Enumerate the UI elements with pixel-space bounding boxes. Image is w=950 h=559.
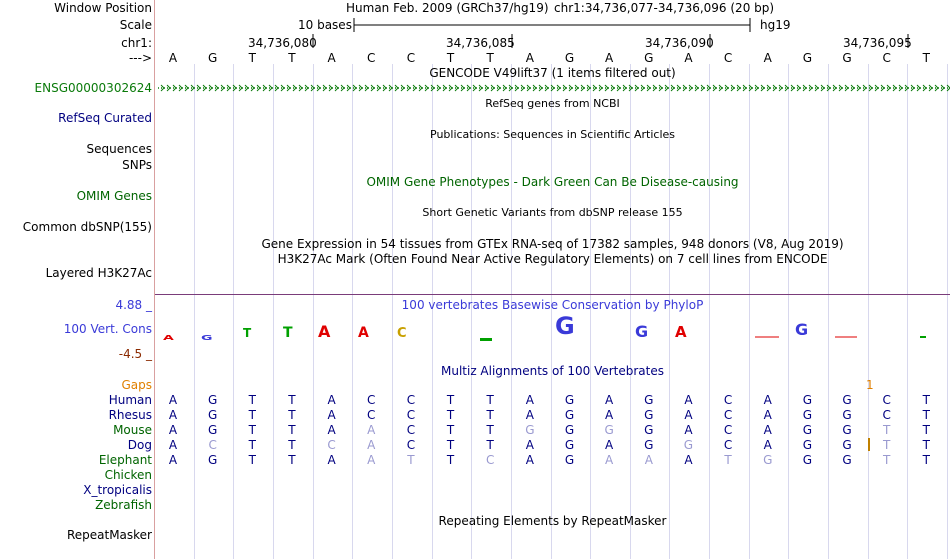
aligned-base: G [842, 453, 852, 467]
aligned-base: T [446, 423, 455, 437]
species-label[interactable]: Human [108, 393, 152, 407]
aligned-base: T [922, 438, 931, 452]
reference-base: G [644, 51, 654, 65]
species-label[interactable]: Zebrafish [95, 498, 152, 512]
aligned-base: A [327, 453, 336, 467]
ruler-tick-label: 34,736,085 [446, 36, 515, 50]
aligned-base: G [802, 453, 813, 467]
aligned-base: C [723, 393, 733, 407]
aligned-base: G [207, 453, 218, 467]
phylop-logo [155, 312, 950, 352]
track-divider [155, 294, 950, 295]
reference-base: C [882, 51, 891, 65]
reference-base: G [842, 51, 852, 65]
aligned-base: G [802, 393, 813, 407]
aligned-base: C [485, 453, 495, 467]
gap-count-marker: 1 [866, 378, 874, 392]
aligned-base: G [564, 438, 575, 452]
aligned-base: T [288, 393, 296, 407]
phylop-track-title[interactable]: 100 vertebrates Basewise Conservation by PhyloP [401, 298, 704, 312]
phylop-neg-mark [480, 338, 492, 341]
species-label[interactable]: Elephant [98, 453, 152, 467]
ruler-tick-label: 34,736,095 [843, 36, 912, 50]
aligned-base: A [367, 438, 376, 452]
h3k27ac-label[interactable]: Layered H3K27Ac [45, 266, 152, 280]
aligned-base: G [564, 423, 575, 437]
aligned-base: G [842, 408, 852, 422]
aligned-base: T [883, 453, 891, 467]
aligned-base: G [683, 438, 694, 452]
aligned-base: T [288, 408, 296, 422]
aligned-base: A [684, 453, 693, 467]
aligned-base: T [248, 408, 256, 422]
reference-base: G [564, 51, 575, 65]
aligned-base: T [248, 393, 256, 407]
ruler-ticks [155, 34, 950, 52]
aligned-base: A [168, 408, 178, 422]
gtex-track-title[interactable]: Gene Expression in 54 tissues from GTEx RNA-seq of 17382 samples, 948 donors (V8, Aug 2019) [261, 237, 844, 251]
repeatmasker-label[interactable]: RepeatMasker [66, 528, 152, 542]
aligned-base: G [644, 408, 654, 422]
aligned-base: A [367, 453, 376, 467]
reference-base: T [288, 51, 296, 65]
refseq-track-title[interactable]: RefSeq genes from NCBI [485, 97, 620, 110]
aligned-base: C [327, 438, 336, 452]
aligned-base: T [486, 393, 494, 407]
reference-base: T [922, 51, 931, 65]
cons-min-label: -4.5 _ [118, 347, 152, 361]
aligned-base: G [525, 423, 535, 437]
aligned-base: T [446, 393, 455, 407]
aligned-base: G [802, 438, 813, 452]
aligned-base: A [684, 423, 693, 437]
scale-text: 10 bases [298, 18, 352, 32]
aligned-base: C [406, 438, 416, 452]
aligned-base: T [288, 438, 296, 452]
aligned-base: C [208, 438, 217, 452]
aligned-base: A [763, 393, 772, 407]
aligned-base: A [367, 423, 376, 437]
aligned-base: T [407, 453, 415, 467]
phylop-base-mark: G [555, 312, 575, 340]
aligned-base: G [842, 393, 852, 407]
aligned-base: C [882, 408, 891, 422]
reference-base: C [723, 51, 733, 65]
dbsnp-label[interactable]: Common dbSNP(155) [22, 220, 152, 234]
aligned-base: T [446, 453, 455, 467]
ruler-tick-label: 34,736,090 [645, 36, 714, 50]
aligned-base: T [446, 438, 455, 452]
reference-base: A [684, 51, 693, 65]
aligned-base: T [922, 423, 931, 437]
dbsnp-track-title[interactable]: Short Genetic Variants from dbSNP release 155 [422, 206, 683, 219]
omim-label[interactable]: OMIM Genes [76, 189, 152, 203]
aligned-base: G [802, 408, 813, 422]
aligned-base: G [763, 453, 773, 467]
species-label[interactable]: Chicken [104, 468, 152, 482]
aligned-base: G [604, 423, 614, 437]
h3k27ac-track-title[interactable]: H3K27Ac Mark (Often Found Near Active Regulatory Elements) on 7 cell lines from ENCODE [277, 252, 828, 266]
aligned-base: A [327, 393, 336, 407]
ruler-tick-label: 34,736,080 [248, 36, 317, 50]
chrom-label: chr1: [121, 36, 152, 50]
aligned-base: G [564, 453, 575, 467]
aligned-base: T [922, 408, 931, 422]
aligned-base: G [207, 393, 218, 407]
phylop-base-mark: G [201, 333, 213, 342]
snps-label[interactable]: SNPs [122, 158, 152, 172]
cons-label[interactable]: 100 Vert. Cons [63, 322, 152, 336]
insertion-marker [868, 438, 870, 451]
aligned-base: A [605, 438, 614, 452]
aligned-base: T [922, 453, 931, 467]
aligned-base: G [207, 408, 218, 422]
aligned-base: G [842, 438, 852, 452]
aligned-base: C [882, 393, 891, 407]
species-label[interactable]: Dog [127, 438, 152, 452]
aligned-base: A [327, 408, 336, 422]
aligned-base: A [605, 408, 614, 422]
phylop-base-mark: T [243, 326, 252, 340]
aligned-base: T [724, 453, 732, 467]
aligned-base: T [446, 408, 455, 422]
aligned-base: A [763, 423, 772, 437]
phylop-base-mark: G [795, 320, 809, 339]
aligned-base: A [763, 438, 772, 452]
assembly-title: Human Feb. 2009 (GRCh37/hg19) [346, 1, 549, 15]
phylop-base-mark: A [318, 322, 331, 341]
aligned-base: G [842, 423, 852, 437]
aligned-base: C [723, 408, 733, 422]
aligned-base: T [922, 393, 931, 407]
species-label[interactable]: Rhesus [108, 408, 152, 422]
aligned-base: A [168, 453, 178, 467]
aligned-base: C [406, 393, 416, 407]
aligned-base: A [644, 453, 653, 467]
aligned-base: T [288, 423, 296, 437]
reference-base: G [207, 51, 218, 65]
species-label[interactable]: Mouse [113, 423, 152, 437]
aligned-base: A [605, 393, 614, 407]
reference-base: C [406, 51, 416, 65]
aligned-base: G [802, 423, 813, 437]
aligned-base: A [525, 438, 534, 452]
aligned-base: G [644, 393, 654, 407]
position-readout: chr1:34,736,077-34,736,096 (20 bp) [554, 1, 775, 15]
aligned-base: C [723, 423, 733, 437]
aligned-base: A [684, 393, 693, 407]
refseq-label[interactable]: RefSeq Curated [58, 111, 152, 125]
reference-base: A [168, 51, 178, 65]
phylop-base-mark: A [675, 323, 687, 341]
aligned-base: T [486, 408, 494, 422]
aligned-base: A [684, 408, 693, 422]
aligned-base: A [168, 438, 178, 452]
aligned-base: G [207, 423, 218, 437]
scale-label: Scale [119, 18, 152, 32]
aligned-base: T [883, 438, 891, 452]
reference-base: A [327, 51, 336, 65]
publications-track-title[interactable]: Publications: Sequences in Scientific Articles [430, 128, 675, 141]
aligned-base: C [367, 393, 376, 407]
aligned-base: T [883, 423, 891, 437]
aligned-base: A [168, 423, 178, 437]
species-label[interactable]: X_tropicalis [83, 483, 152, 497]
gaps-label[interactable]: Gaps [121, 378, 152, 392]
phylop-base-mark: T [283, 325, 293, 341]
phylop-base-mark: G [635, 322, 649, 341]
reference-base: T [248, 51, 256, 65]
aligned-base: G [644, 423, 654, 437]
aligned-base: A [525, 453, 534, 467]
reference-base: T [446, 51, 455, 65]
aligned-base: T [248, 453, 256, 467]
phylop-base-mark: A [163, 333, 174, 342]
scale-bar [350, 17, 755, 33]
aligned-base: A [525, 393, 534, 407]
phylop-neg-mark [835, 336, 857, 338]
multiz-track-title[interactable]: Multiz Alignments of 100 Vertebrates [440, 364, 665, 378]
reference-base: G [802, 51, 813, 65]
omim-track-title[interactable]: OMIM Gene Phenotypes - Dark Green Can Be Disease-causing [366, 175, 739, 189]
sequences-label[interactable]: Sequences [86, 142, 152, 156]
aligned-base: T [486, 438, 494, 452]
aligned-base: A [605, 453, 614, 467]
aligned-base: G [564, 408, 575, 422]
aligned-base: G [564, 393, 575, 407]
gencode-gene-id[interactable]: ENSG00000302624 [34, 81, 152, 95]
aligned-base: C [367, 408, 376, 422]
phylop-base-mark: C [397, 326, 407, 341]
aligned-base: T [486, 423, 494, 437]
cons-max-label: 4.88 _ [115, 298, 152, 312]
reference-base: A [605, 51, 614, 65]
strand-label: ---> [128, 51, 152, 65]
aligned-base: C [406, 423, 416, 437]
aligned-base: C [723, 438, 733, 452]
aligned-base: T [248, 438, 256, 452]
phylop-neg-mark [920, 336, 926, 338]
reference-base: C [367, 51, 376, 65]
repeatmasker-track-title[interactable]: Repeating Elements by RepeatMasker [438, 514, 667, 528]
aligned-base: T [248, 423, 256, 437]
reference-base: A [525, 51, 534, 65]
phylop-base-mark: A [358, 325, 369, 341]
aligned-base: A [525, 408, 534, 422]
aligned-base: A [168, 393, 178, 407]
gencode-track-title[interactable]: GENCODE V49lift37 (1 items filtered out) [429, 66, 676, 80]
scale-db: hg19 [760, 18, 791, 32]
aligned-base: G [644, 438, 654, 452]
phylop-neg-mark [755, 336, 779, 338]
reference-base: A [763, 51, 772, 65]
window-position-label: Window Position [54, 1, 152, 15]
aligned-base: T [288, 453, 296, 467]
aligned-base: A [763, 408, 772, 422]
aligned-base: A [327, 423, 336, 437]
reference-base: T [486, 51, 494, 65]
gencode-gene-feature[interactable] [155, 81, 950, 95]
aligned-base: C [406, 408, 416, 422]
